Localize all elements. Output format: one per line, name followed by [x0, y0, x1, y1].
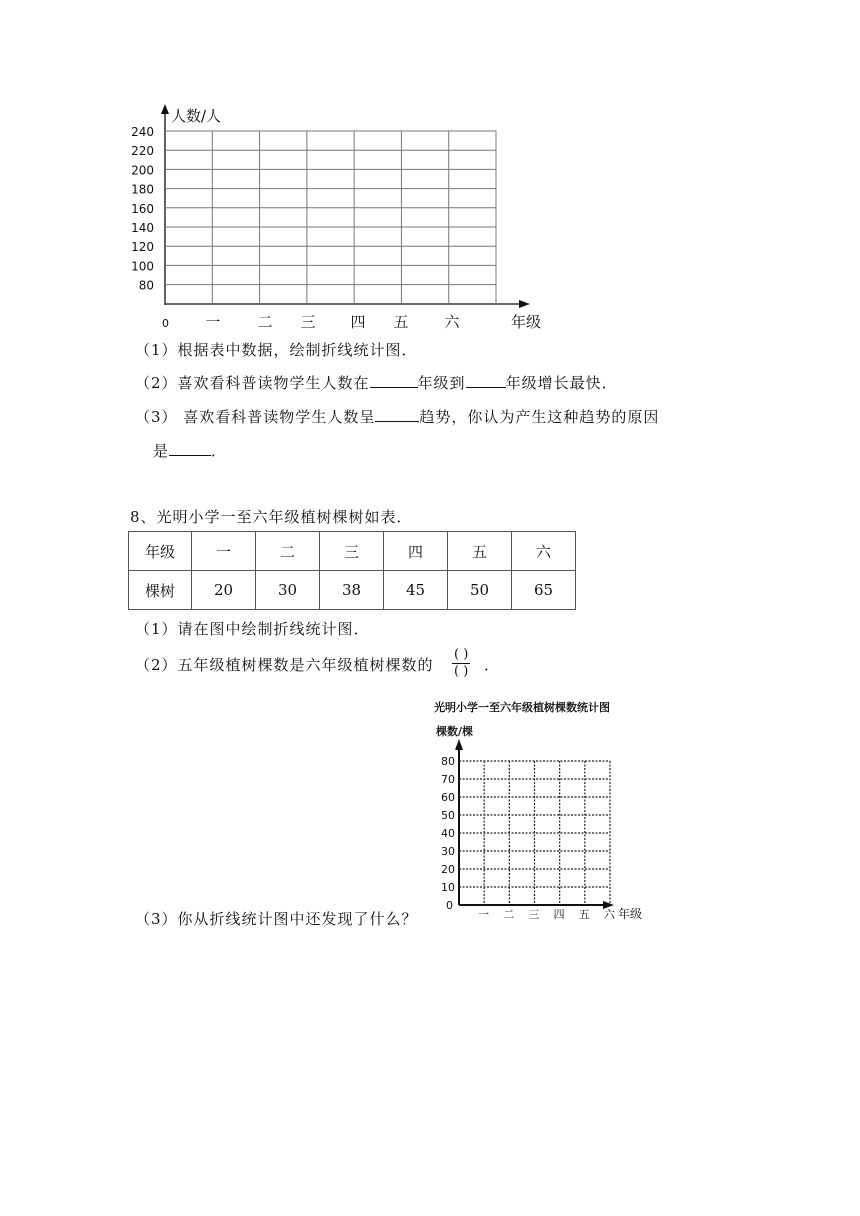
chart1-x-tick: 二	[257, 313, 273, 331]
q7-blank-4[interactable]	[169, 441, 211, 456]
q8-part1: （1）请在图中绘制折线统计图．	[135, 620, 370, 638]
chart2-y-tick: 50	[441, 809, 455, 822]
chart2-x-label: 年级	[618, 907, 643, 921]
table-value: 20	[192, 571, 256, 610]
chart1-origin: 0	[162, 317, 169, 330]
chart2-gridlines	[459, 761, 610, 905]
q7-blank-3[interactable]	[375, 407, 419, 422]
chart2-y-label: 棵数/棵	[436, 725, 474, 738]
chart1-y-label: 人数/人	[171, 107, 222, 125]
fraction-numerator[interactable]: ( )	[454, 647, 469, 662]
chart2-y-tick: 40	[441, 827, 455, 840]
table-value: 30	[256, 571, 320, 610]
chart1-grid	[128, 100, 558, 335]
chart1-y-tick: 240	[131, 125, 154, 139]
table-value: 38	[320, 571, 384, 610]
chart2-y-tick: 10	[441, 881, 455, 894]
chart1-y-tick: 160	[131, 201, 154, 216]
q8-table	[128, 531, 576, 610]
q7-part3-b: 趋势，你认为产生这种趋势的原因	[419, 408, 660, 426]
table-header-label: 年级	[129, 532, 192, 571]
table-grade: 二	[256, 532, 320, 571]
table-row	[129, 571, 576, 610]
chart1-x-arrow	[519, 300, 530, 308]
table-grade: 五	[448, 532, 512, 571]
fraction-denominator[interactable]: ( )	[454, 664, 469, 679]
chart2-origin: 0	[446, 899, 453, 912]
table-grade: 四	[384, 532, 448, 571]
q7-blank-1[interactable]	[370, 373, 418, 388]
table-value: 45	[384, 571, 448, 610]
chart1-y-tick: 140	[131, 221, 154, 235]
chart1-x-tick: 四	[350, 313, 366, 331]
chart2-x-tick: 六	[603, 908, 615, 921]
table-grade: 三	[320, 532, 384, 571]
chart1-y-tick: 200	[131, 163, 154, 178]
chart2-x-tick: 四	[553, 908, 565, 921]
q8-part2: （2）五年级植树棵数是六年级植树棵数的	[135, 656, 434, 674]
chart1-y-tick: 80	[138, 278, 154, 293]
chart1-y-tick: 100	[131, 259, 154, 274]
chart1-x-tick: 三	[300, 313, 316, 331]
chart1-y-arrow	[161, 104, 169, 114]
chart1-y-tick: 180	[131, 182, 154, 197]
q8-part3: （3）你从折线统计图中还发现了什么？	[135, 910, 418, 928]
table-value: 50	[448, 571, 512, 610]
chart2-x-tick: 二	[503, 908, 515, 921]
table-grade: 一	[192, 532, 256, 571]
q7-part2-c: 年级增长最快．	[505, 374, 618, 392]
q7-part2	[135, 372, 618, 393]
table-grade: 六	[512, 532, 576, 571]
chart1-y-tick: 220	[131, 144, 154, 159]
q8-fraction[interactable]	[452, 647, 470, 680]
q8-title: 8、光明小学一至六年级植树棵树如表．	[130, 508, 413, 526]
chart2-y-tick: 70	[441, 773, 455, 786]
q7-part3-a: （3） 喜欢看科普读物学生人数呈	[135, 408, 376, 426]
chart2-y-arrow	[455, 739, 463, 750]
q7-blank-2[interactable]	[466, 373, 506, 388]
q7-part3-d: ．	[211, 442, 228, 460]
q7-part2-b: 年级到	[417, 374, 466, 392]
chart2-x-tick: 一	[478, 908, 490, 921]
chart1-y-tick: 120	[131, 240, 154, 255]
q7-part3	[135, 406, 659, 427]
chart2-y-tick: 20	[441, 863, 455, 876]
chart2-x-tick: 三	[528, 908, 540, 921]
chart1-x-label: 年级	[511, 313, 542, 331]
chart1-x-tick: 五	[393, 313, 409, 331]
table-row-label: 棵树	[129, 571, 192, 610]
chart2-title: 光明小学一至六年级植树棵数统计图	[434, 701, 610, 714]
chart1-x-tick: 六	[444, 313, 460, 331]
q7-part2-a: （2）喜欢看科普读物学生人数在	[135, 374, 370, 392]
chart2-y-tick: 60	[441, 791, 455, 804]
table-row	[129, 532, 576, 571]
chart2	[410, 695, 670, 930]
q7-part1: （1）根据表中数据，绘制折线统计图．	[135, 341, 418, 359]
chart2-x-tick: 五	[578, 908, 590, 921]
q7-part3-cont	[153, 440, 227, 461]
chart2-y-tick: 30	[441, 845, 455, 858]
q8-part2-end: ．	[484, 656, 501, 674]
table-value: 65	[512, 571, 576, 610]
chart1-gridlines	[165, 131, 496, 304]
chart1-x-tick: 一	[205, 313, 221, 331]
q7-part3-c: 是	[153, 442, 170, 460]
chart2-y-tick: 80	[441, 755, 455, 768]
